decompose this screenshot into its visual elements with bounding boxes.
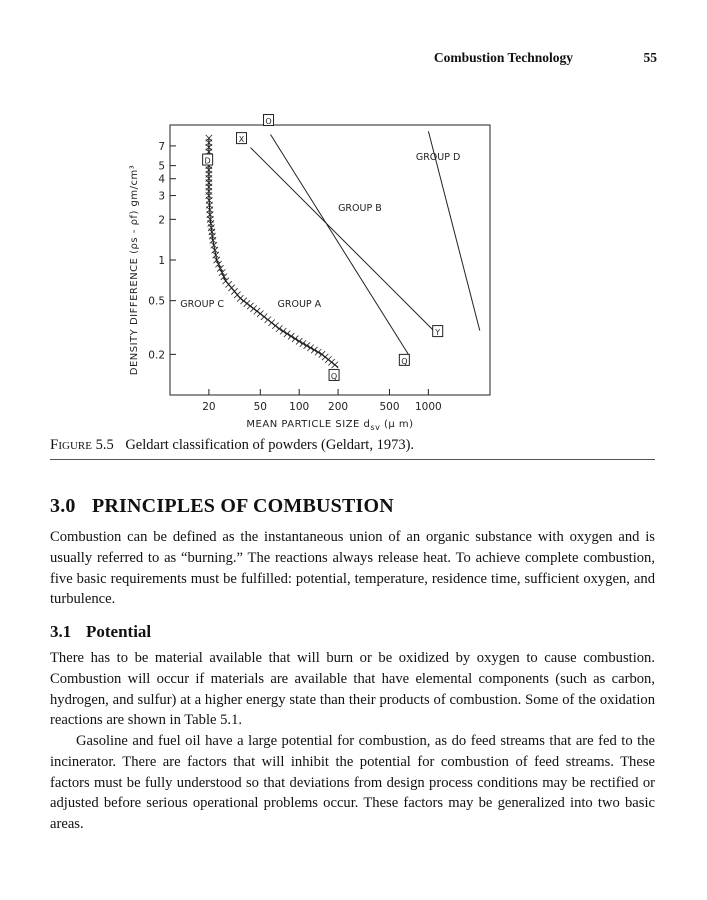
y-tick-label-0: 0.2	[148, 349, 165, 362]
group-annotation-2: GROUP A	[277, 298, 322, 310]
x-tick-label-3: 200	[328, 401, 349, 413]
figure-caption-label: Figure	[50, 437, 92, 453]
hatch-mark-59	[319, 351, 325, 357]
series-2	[271, 135, 409, 355]
subsection-title: Potential	[86, 622, 152, 641]
x-tick-label-4: 500	[379, 401, 400, 413]
subsection-heading	[50, 622, 151, 642]
hatch-mark-45	[265, 316, 271, 322]
hatch-mark-41	[250, 305, 256, 311]
section-paragraph: Combustion can be defined as the instantaneous union of an organic substance with oxygen and is usually referred to as “burning.” The reactions always release heat. To achieve complete combustion, five basic requirements must be fulfilled: potential, temperature, residence time, sufficient oxygen, and turbulence.	[50, 529, 655, 608]
hatch-mark-58	[315, 349, 321, 355]
hatch-mark-42	[254, 308, 260, 314]
x-tick-label-0: 20	[202, 401, 216, 413]
caption-rule	[50, 459, 655, 460]
hatch-mark-44	[261, 314, 267, 320]
hatch-mark-50	[284, 331, 290, 337]
figure-caption-number: 5.5	[95, 437, 114, 453]
hatch-mark-51	[288, 333, 294, 339]
hatch-mark-60	[322, 354, 328, 360]
hatch-mark-63	[332, 362, 338, 368]
group-annotation-0: GROUP D	[415, 152, 461, 164]
subsection-number: 3.1	[50, 622, 72, 641]
point-label-4: Q	[401, 356, 408, 366]
hatch-mark-56	[307, 345, 313, 351]
point-label-5: Q	[330, 371, 338, 381]
y-tick-label-4: 3	[158, 190, 165, 203]
point-label-2: O	[265, 117, 272, 127]
hatch-mark-55	[304, 342, 310, 348]
y-tick-label-2: 1	[158, 255, 165, 267]
figure-caption-text: Geldart classification of powders (Geldart, 1973).	[125, 437, 415, 453]
point-label-0: D	[204, 156, 211, 166]
hatch-mark-40	[247, 303, 253, 309]
hatch-mark-57	[311, 347, 317, 353]
subsection-paragraph-2: Gasoline and fuel oil have a large potential for combustion, as do feed streams that are fed to the incinerator. There are factors that will inhibit the potential for combustion of feed streams. These factors must be fully understood so that deviations from design process conditions may be rectified or adjusted before serious operational problems occur. These factors may be generalized into two basic areas.	[50, 733, 655, 833]
x-tick-label-1: 50	[253, 401, 267, 413]
y-tick-label-5: 4	[158, 173, 165, 186]
series-0	[209, 138, 338, 367]
hatch-mark-36	[234, 292, 240, 298]
y-tick-label-1: 0.5	[148, 295, 165, 308]
hatch-mark-33	[225, 281, 231, 287]
section-number: 3.0	[50, 495, 76, 517]
hatch-mark-62	[328, 359, 334, 365]
running-head-title: Combustion Technology	[433, 50, 573, 65]
hatch-mark-53	[296, 338, 302, 344]
point-label-3: Y	[435, 328, 441, 338]
y-tick-label-6: 5	[158, 160, 165, 173]
point-label-1: X	[238, 135, 245, 145]
hatch-mark-49	[280, 328, 286, 334]
y-axis-label: DENSITY DIFFERENCE (ρs - ρf) gm/cm³	[129, 164, 140, 376]
hatch-mark-39	[244, 300, 250, 306]
hatch-mark-38	[240, 298, 246, 304]
subsection-paragraph-1: There has to be material available that will burn or be oxidized by oxygen to cause combustion. Combustion will occur if materials are available that have elemental components (such as carbon, hydrogen, and sulfur) at a higher energy state than their products of combustion. Some of the oxidation reactions are shown in Table 5.1.	[50, 650, 655, 729]
hatch-mark-48	[276, 325, 282, 331]
plot-frame	[170, 125, 490, 395]
y-tick-label-3: 2	[158, 214, 165, 227]
running-head	[0, 50, 707, 68]
group-annotation-3: GROUP C	[180, 298, 225, 310]
y-tick-label-7: 7	[158, 140, 165, 153]
section-heading	[50, 495, 394, 518]
geldart-chart	[125, 118, 505, 438]
hatch-mark-54	[300, 340, 306, 346]
x-tick-label-2: 100	[289, 401, 310, 413]
section-title: PRINCIPLES OF COMBUSTION	[92, 495, 394, 517]
hatch-mark-43	[257, 311, 263, 317]
x-axis-label: MEAN PARTICLE SIZE $d_{sv}$ (μ m)	[246, 419, 414, 432]
page-number: 55	[643, 50, 657, 65]
hatch-mark-61	[325, 356, 331, 362]
x-tick-label-5: 1000	[414, 401, 442, 413]
hatch-mark-46	[268, 319, 274, 325]
hatch-mark-35	[231, 288, 237, 294]
hatch-mark-47	[272, 322, 278, 328]
hatch-mark-34	[228, 285, 234, 291]
figure-caption	[50, 437, 655, 454]
hatch-mark-52	[292, 336, 298, 342]
hatch-mark-37	[237, 295, 243, 301]
group-annotation-1: GROUP B	[338, 203, 382, 215]
